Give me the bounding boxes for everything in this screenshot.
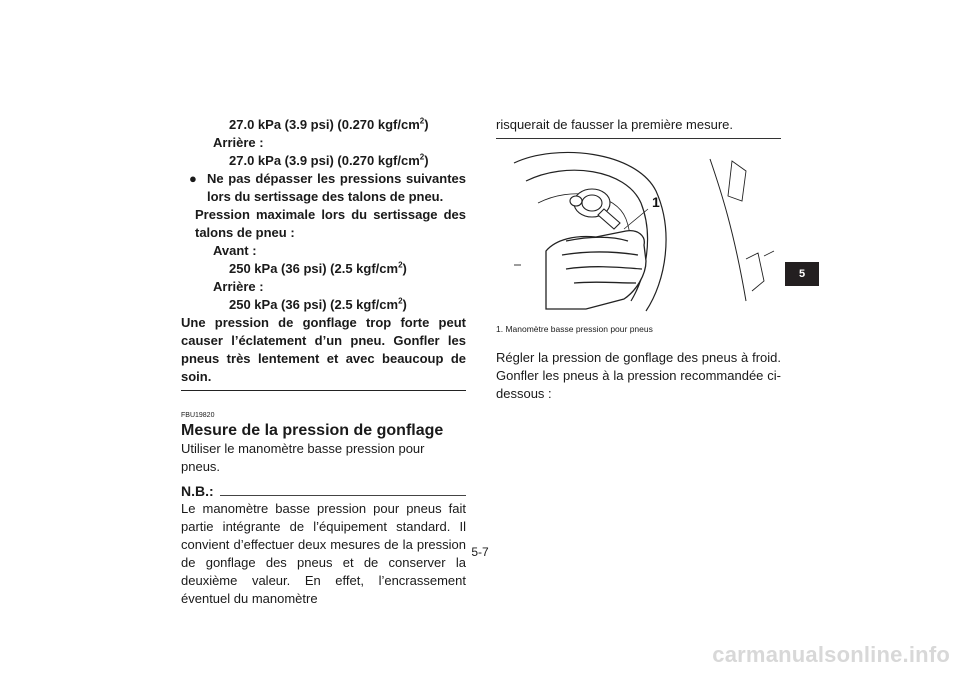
hand-icon	[546, 231, 646, 309]
nb-rule	[220, 495, 466, 496]
inflation-paragraph: Régler la pression de gonflage des pneus à froid. Gonfler les pneus à la pression recommandée ci-dessous :	[496, 350, 781, 401]
pressure-line-1: 27.0 kPa (3.9 psi) (0.270 kgf/$cm^2$)	[229, 116, 429, 132]
figure-caption: 1. Manomètre basse pression pour pneus	[496, 324, 653, 334]
rear-value: 250 kPa (36 psi) (2.5 kgf/$cm^2$)	[229, 296, 407, 312]
danger-text: Une pression de gonflage trop forte peut causer l’éclatement d’un pneu. Gonfler les pneus très lentement et avec beaucoup de soin.	[181, 315, 466, 384]
nb-label: N.B.:	[181, 483, 214, 499]
gauge-icon	[570, 189, 620, 229]
callout-1: 1	[652, 194, 660, 210]
chapter-tab[interactable]: 5	[785, 262, 819, 286]
left-column	[181, 116, 466, 608]
continued-text: risquerait de fausser la première mesure.	[496, 117, 733, 132]
section-code: FBU19820	[181, 412, 215, 419]
page-number: 5-7	[471, 545, 489, 559]
section-intro: Utiliser le manomètre basse pression pour pneus.	[181, 441, 425, 474]
nb-text: Le manomètre basse pression pour pneus fait partie intégrante de l’équipement standard. Il convient d’effectuer deux mesures de la pression de gonflage des pneus et de conserver la deuxième valeur. En effet, l’encrassement éventuel du manomètre	[181, 501, 466, 606]
section-title: Mesure de la pression de gonflage	[181, 422, 444, 439]
bullet-icon: ●	[189, 171, 197, 186]
front-value: 250 kPa (36 psi) (2.5 kgf/$cm^2$)	[229, 260, 407, 276]
right-column	[496, 116, 781, 403]
figure-divider	[496, 138, 781, 139]
bullet-item	[181, 170, 466, 206]
figure-tire-gauge	[496, 141, 781, 319]
watermark: carmanualsonline.info	[712, 642, 950, 667]
front-label: Avant :	[213, 243, 257, 258]
rear-label-2: Arrière :	[213, 279, 264, 294]
nb-header	[181, 482, 466, 500]
bullet-text: Ne pas dépasser les pressions suivantes lors du sertissage des talons de pneu.	[207, 171, 466, 204]
warning-divider	[181, 390, 466, 391]
max-pressure-title: Pression maximale lors du sertissage des talons de pneu :	[195, 207, 466, 240]
pressure-line-2: 27.0 kPa (3.9 psi) (0.270 kgf/$cm^2$)	[229, 152, 429, 168]
tire-gauge-illustration	[496, 141, 781, 319]
rear-label-1: Arrière :	[213, 135, 264, 150]
